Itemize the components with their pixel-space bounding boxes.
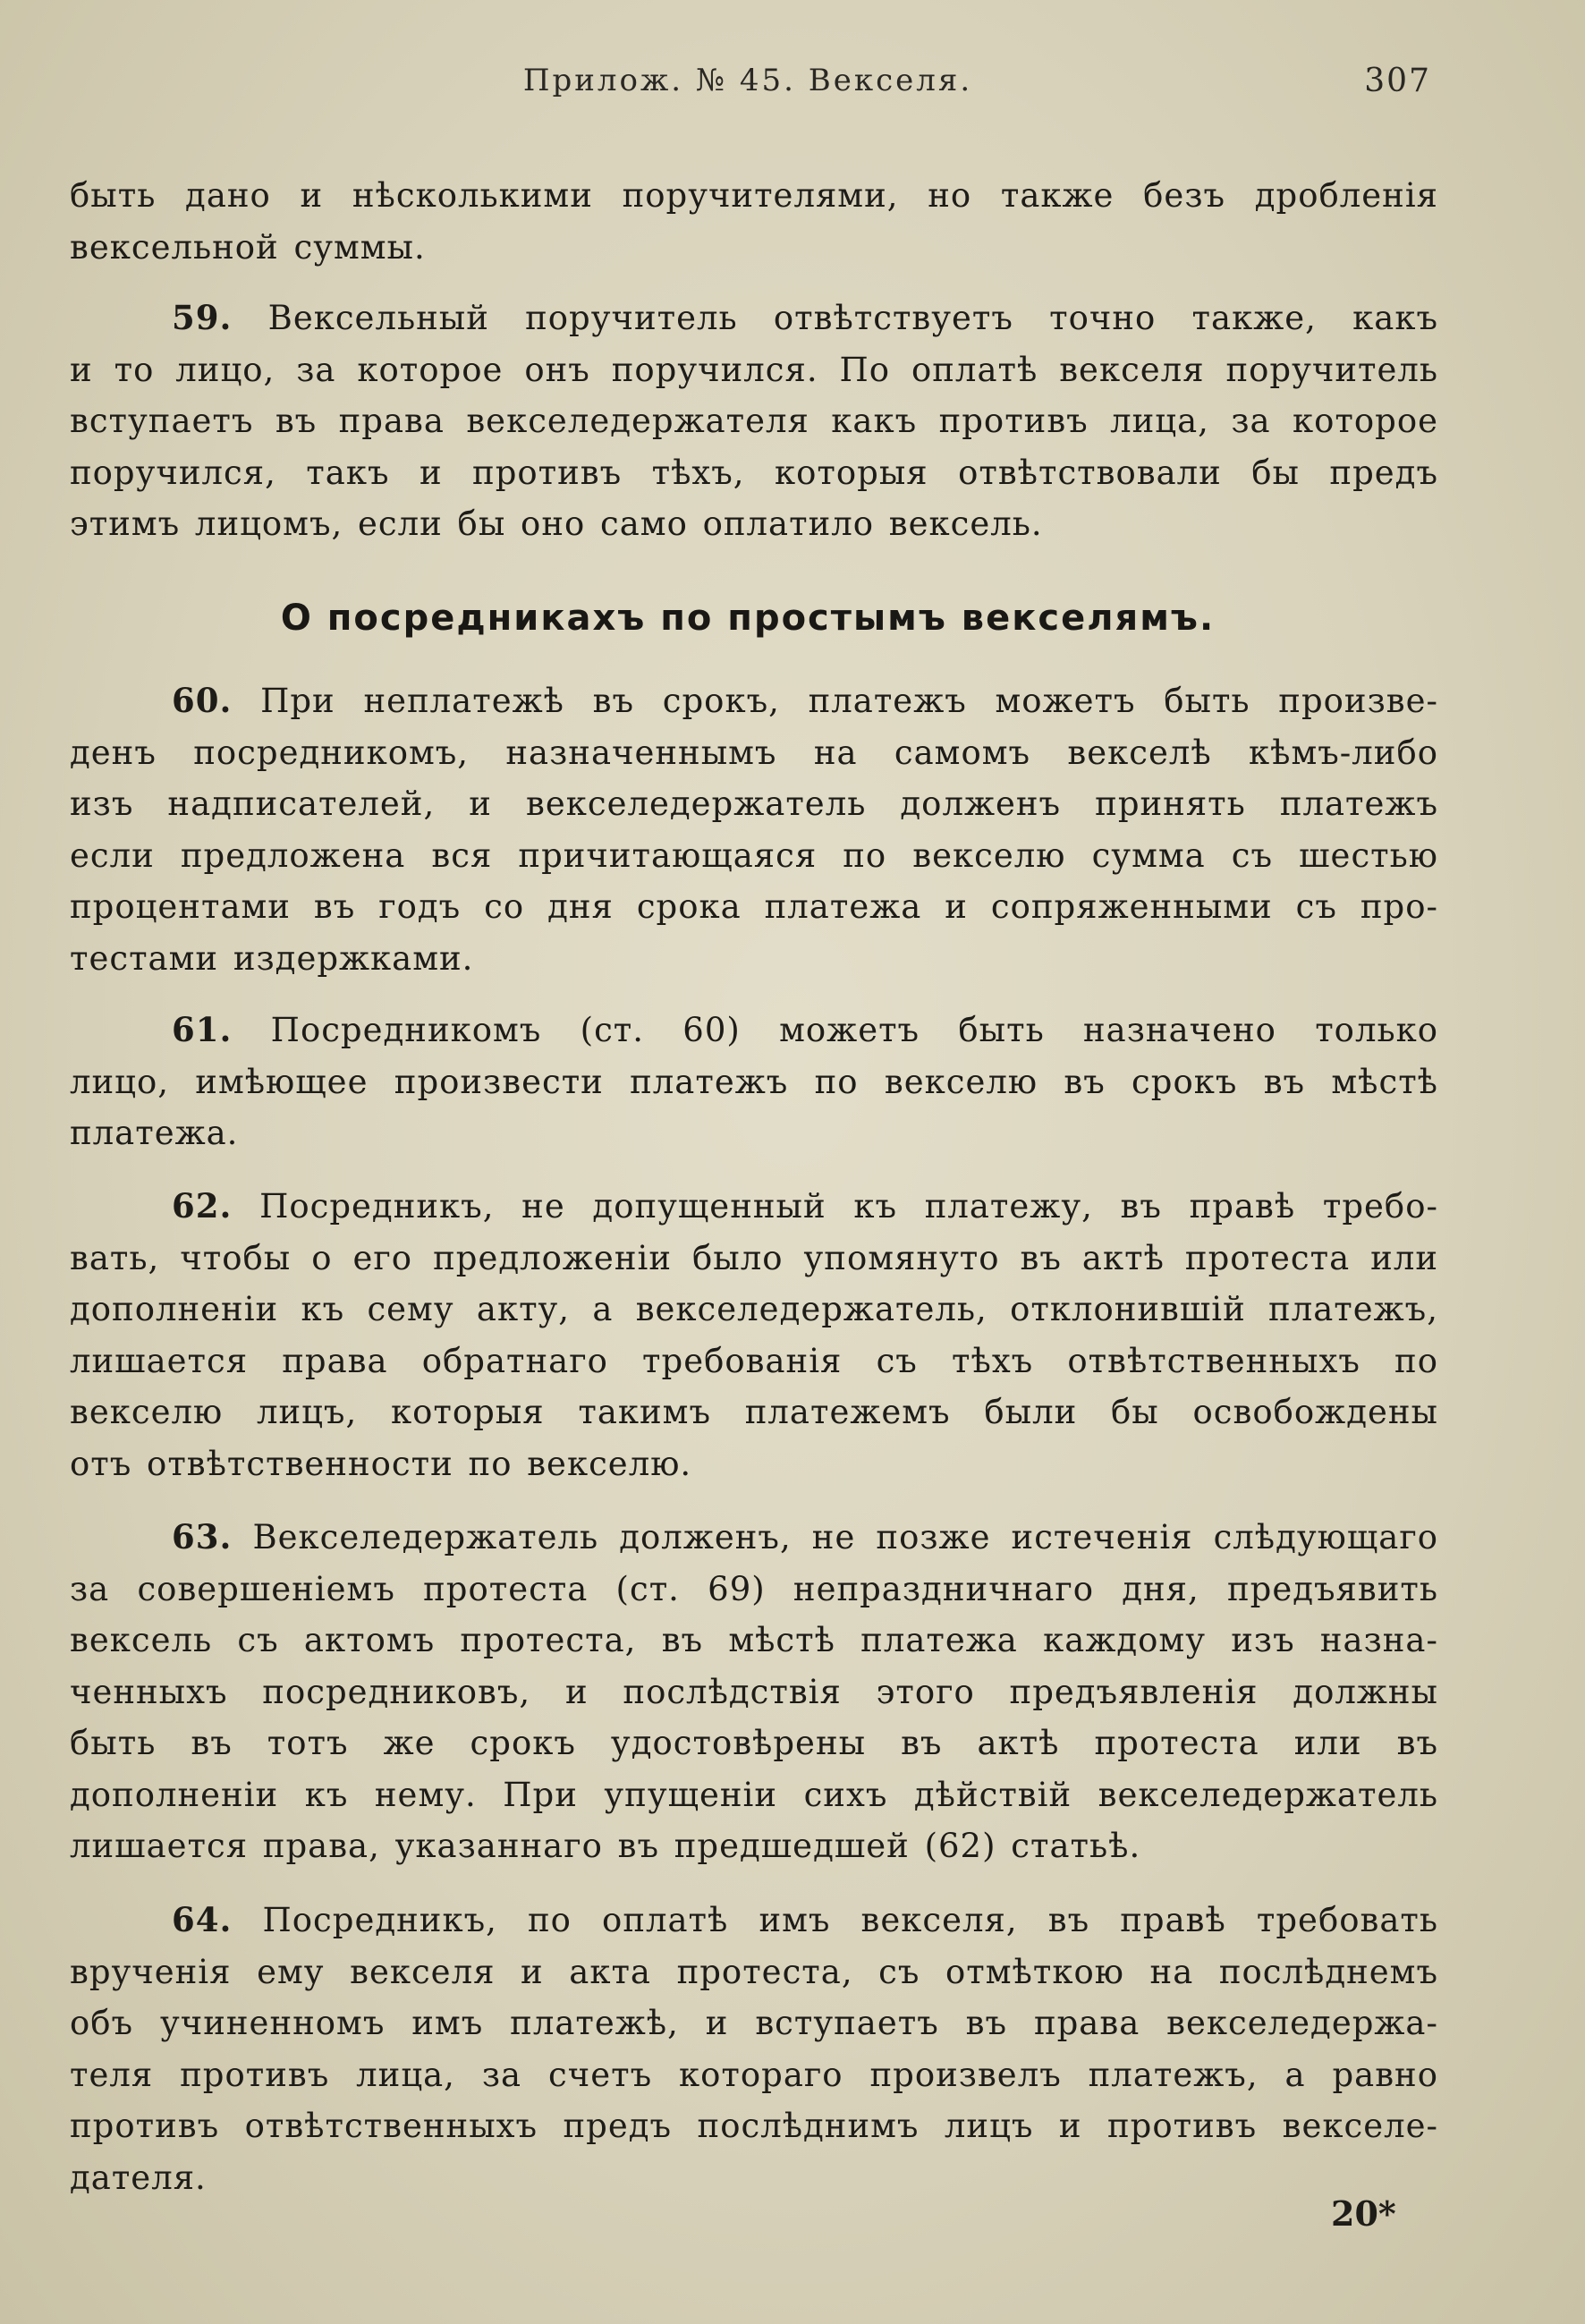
article-number: 59. [172, 298, 233, 337]
section-heading: О посредникахъ по простымъ векселямъ. [280, 598, 1216, 639]
running-title: Прилож. № 45. Векселя. [522, 63, 973, 98]
article-61 [70, 1005, 1438, 1159]
text-line: Посредникъ, по оплатѣ имъ векселя, въ правѣ требовать [262, 1901, 1438, 1939]
article-64 [70, 1895, 1438, 2203]
text-line: лишается права обратнаго требованія съ тѣхъ отвѣтственныхъ по [70, 1341, 1438, 1380]
article-number: 62. [172, 1186, 233, 1226]
text-line: если предложена вся причитающаяся по векселю сумма съ шестью [70, 835, 1438, 875]
text-line: вексельной суммы. [70, 227, 426, 267]
text-line: Вексельный поручитель отвѣтствуетъ точно также, какъ [267, 299, 1438, 337]
text-line: вексель съ актомъ протеста, въ мѣстѣ платежа каждому изъ назна- [70, 1621, 1438, 1659]
text-line: денъ посредникомъ, назначеннымъ на самомъ векселѣ кѣмъ-либо [70, 733, 1438, 772]
text-line: ченныхъ посредниковъ, и послѣдствія этого предъявленія должны [70, 1672, 1438, 1711]
running-head [0, 63, 1585, 107]
text-line: за совершеніемъ протеста (ст. 69) непраздничнаго дня, предъявить [70, 1569, 1438, 1608]
text-line: лицо, имѣющее произвести платежъ по векселю въ срокъ въ мѣстѣ [70, 1062, 1438, 1101]
article-first-line [70, 293, 1438, 344]
printer-signature-mark: 20* [1331, 2193, 1396, 2234]
article-number: 63. [172, 1517, 233, 1556]
text-line: и то лицо, за которое онъ поручился. По оплатѣ векселя поручитель [70, 350, 1438, 389]
article-first-line [70, 675, 1438, 727]
text-line: дополненіи къ нему. При упущеніи сихъ дѣйствій векселедержатель [70, 1775, 1438, 1814]
text-line: Векселедержатель долженъ, не позже истеченія слѣдующаго [252, 1518, 1438, 1556]
article-first-line [70, 1512, 1438, 1564]
article-59 [70, 293, 1438, 550]
text-line: врученія ему векселя и акта протеста, съ отмѣткою на послѣднемъ [70, 1952, 1438, 1991]
text-line: быть дано и нѣсколькими поручителями, но также безъ дробленія [70, 176, 1438, 215]
article-60 [70, 675, 1438, 984]
text-line: вступаетъ въ права векселедержателя какъ противъ лица, за которое [70, 402, 1438, 440]
text-line: изъ надписателей, и векселедержатель долженъ принять платежъ [70, 785, 1438, 823]
text-line: вать, чтобы о его предложеніи было упомянуто въ актѣ протеста или [70, 1238, 1438, 1277]
text-line: теля противъ лица, за счетъ котораго произвелъ платежъ, а равно [70, 2055, 1438, 2094]
text-line: Посредникомъ (ст. 60) можетъ быть назначено только [270, 1011, 1439, 1049]
text-line: поручился, такъ и противъ тѣхъ, которыя отвѣтствовали бы предъ [70, 453, 1438, 492]
text-line: дателя. [70, 2158, 207, 2197]
text-line: тестами издержками. [70, 938, 474, 978]
article-number: 60. [172, 681, 233, 720]
text-line: противъ отвѣтственныхъ предъ послѣднимъ лицъ и противъ векселе- [70, 2107, 1438, 2145]
article-first-line [70, 1895, 1438, 1947]
article-62 [70, 1181, 1438, 1489]
text-line: объ учиненномъ имъ платежѣ, и вступаетъ въ права векселедержа- [70, 2004, 1438, 2042]
article-number: 61. [172, 1010, 233, 1049]
article-63 [70, 1512, 1438, 1872]
text-line: векселю лицъ, которыя такимъ платежемъ были бы освобождены [70, 1393, 1438, 1431]
text-line: При неплатежѣ въ срокъ, платежъ можетъ быть произве- [260, 682, 1438, 720]
article-first-line [70, 1005, 1438, 1056]
text-line: отъ отвѣтственности по векселю. [70, 1444, 692, 1483]
text-line: дополненіи къ сему акту, а векселедержатель, отклонившій платежъ, [70, 1290, 1438, 1328]
text-line: этимъ лицомъ, если бы оно само оплатило вексель. [70, 505, 1043, 543]
text-line: Посредникъ, не допущенный къ платежу, въ правѣ требо- [259, 1187, 1438, 1226]
page-number: 307 [1364, 63, 1431, 99]
text-line: платежа. [70, 1114, 239, 1152]
article-first-line [70, 1181, 1438, 1233]
text-line: быть въ тотъ же срокъ удостовѣрены въ актѣ протеста или въ [70, 1724, 1438, 1762]
text-line: процентами въ годъ со дня срока платежа и сопряженными съ про- [70, 887, 1438, 926]
article-number: 64. [172, 1900, 233, 1939]
text-line: лишается права, указаннаго въ предшедшей (62) статьѣ. [70, 1827, 1141, 1865]
continuation-paragraph [70, 170, 1438, 273]
